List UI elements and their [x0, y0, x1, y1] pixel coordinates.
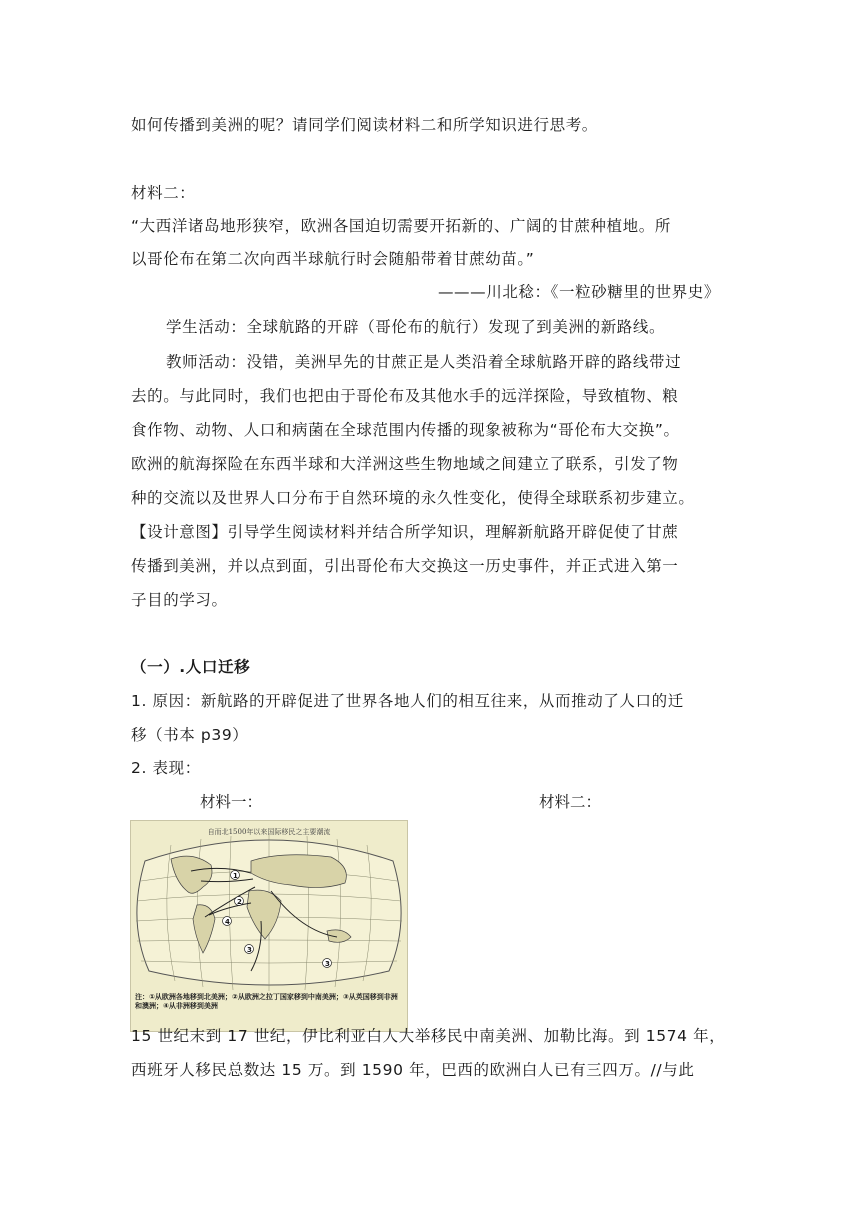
- teacher-activity-line: 欧洲的航海探险在东西半球和大洋洲这些生物地域之间建立了联系，引发了物: [131, 455, 679, 473]
- teacher-activity-line: 种的交流以及世界人口分布于自然环境的永久性变化，使得全球联系初步建立。: [131, 489, 695, 507]
- svg-text:1: 1: [233, 872, 238, 880]
- quote-line: 以哥伦布在第二次向西半球航行时会随船带着甘蔗幼苗。”: [131, 250, 535, 268]
- material-one-label: 材料一：: [200, 793, 263, 811]
- design-intent-line: 子目的学习。: [131, 591, 228, 609]
- teacher-activity-line: 去的。与此同时，我们也把由于哥伦布及其他水手的远洋探险，导致植物、粮: [131, 387, 679, 405]
- svg-text:2: 2: [237, 898, 242, 906]
- migration-map-figure: [130, 820, 408, 1032]
- svg-text:3: 3: [247, 946, 252, 954]
- section-heading: （一）.人口迁移: [131, 658, 251, 676]
- map-title: 自而北1500年以来国际移民之主要潮流: [207, 828, 331, 836]
- performance-heading: 2. 表现：: [131, 759, 201, 777]
- paragraph: 如何传播到美洲的呢？请同学们阅读材料二和所学知识进行思考。: [131, 116, 598, 134]
- svg-text:4: 4: [225, 918, 230, 926]
- paragraph: 15 世纪末到 17 世纪，伊比利亚白人大举移民中南美洲、加勒比海。到 1574 年，: [131, 1027, 726, 1045]
- teacher-activity-line: 食作物、动物、人口和病菌在全球范围内传播的现象被称为“哥伦布大交换”。: [131, 421, 680, 439]
- teacher-activity-line: 教师活动：没错，美洲早先的甘蔗正是人类沿着全球航路开辟的路线带过: [166, 353, 682, 371]
- material-title: 材料二：: [131, 184, 196, 202]
- quote-source: ———川北稔：《一粒砂糖里的世界史》: [437, 283, 720, 301]
- cause-line: 移（书本 p39）: [131, 726, 249, 744]
- cause-line: 1. 原因：新航路的开辟促进了世界各地人们的相互往来，从而推动了人口的迁: [131, 692, 684, 710]
- material-two-label: 材料二：: [539, 793, 602, 811]
- paragraph: 西班牙人移民总数达 15 万。到 1590 年，巴西的欧洲白人已有三四万。//与此: [131, 1061, 695, 1079]
- world-map-graphic: [131, 821, 407, 991]
- map-caption: 注：①从欧洲各地移到北美洲；②从欧洲之拉丁国家移到中南美洲；③从英国移到非洲和澳洲；④从非洲移到美洲: [135, 993, 398, 1010]
- svg-text:3: 3: [325, 960, 330, 968]
- design-intent-line: 【设计意图】引导学生阅读材料并结合所学知识，理解新航路开辟促使了甘蔗: [131, 523, 679, 541]
- quote-line: “大西洋诸岛地形狭窄，欧洲各国迫切需要开拓新的、广阔的甘蔗种植地。所: [131, 217, 671, 235]
- design-intent-line: 传播到美洲，并以点到面，引出哥伦布大交换这一历史事件，并正式进入第一: [131, 557, 679, 575]
- student-activity: 学生活动：全球航路的开辟（哥伦布的航行）发现了到美洲的新路线。: [166, 318, 666, 336]
